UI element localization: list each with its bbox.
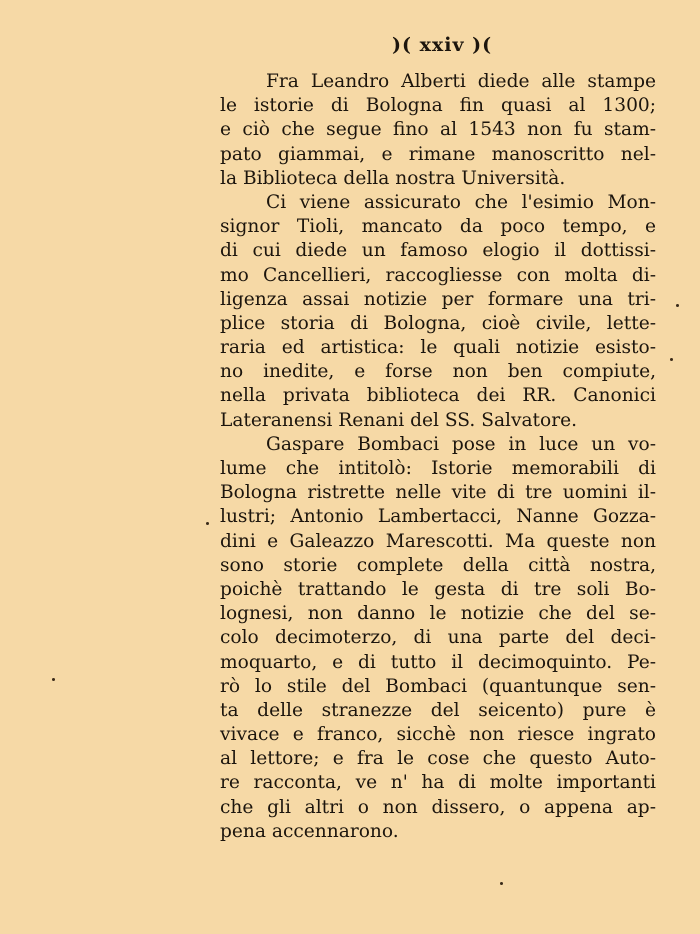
text-line: re racconta, ve n' ha di molte importanti bbox=[220, 772, 656, 794]
text-line: di cui diede un famoso elogio il dottissi- bbox=[220, 240, 656, 262]
text-line: la Biblioteca della nostra Università. bbox=[220, 167, 566, 189]
text-line: Ci viene assicurato che l'esimio Mon- bbox=[266, 191, 656, 213]
text-line: le istorie di Bologna fin quasi al 1300; bbox=[220, 95, 656, 117]
text-line: vivace e franco, sicchè non riesce ingrato bbox=[220, 724, 656, 746]
text-line: moquarto, e di tutto il decimoquinto. Pe- bbox=[220, 651, 656, 673]
text-line: che gli altri o non dissero, o appena ap- bbox=[220, 796, 656, 818]
text-line: lognesi, non danno le notizie che del se- bbox=[220, 603, 656, 625]
text-line: raria ed artistica: le quali notizie esisto- bbox=[220, 337, 656, 359]
text-line: Gaspare Bombaci pose in luce un vo- bbox=[266, 433, 656, 455]
text-line: pena accennarono. bbox=[220, 820, 399, 842]
text-line: signor Tioli, mancato da poco tempo, e bbox=[220, 216, 656, 238]
text-line: no inedite, e forse non ben compiute, bbox=[220, 361, 656, 383]
text-line: Bologna ristrette nelle vite di tre uomini il- bbox=[220, 482, 656, 504]
text-line: e ciò che segue fino al 1543 non fu stam- bbox=[220, 119, 656, 141]
text-line: dini e Galeazzo Marescotti. Ma queste non bbox=[220, 530, 656, 552]
text-line: Fra Leandro Alberti diede alle stampe bbox=[266, 71, 656, 92]
text-line: poichè trattando le gesta di tre soli Bo- bbox=[220, 578, 656, 600]
text-line: mo Cancellieri, raccogliesse con molta di- bbox=[220, 264, 656, 286]
text-line: ta delle stranezze del seicento) pure è bbox=[220, 699, 656, 721]
text-line: lume che intitolò: Istorie memorabili di bbox=[220, 458, 656, 479]
paper-speck bbox=[676, 304, 679, 307]
text-line: pato giammai, e rimane manoscritto nel- bbox=[220, 143, 656, 165]
text-line: colo decimoterzo, di una parte del deci- bbox=[220, 627, 656, 649]
paper-speck bbox=[52, 678, 55, 681]
paper-speck bbox=[206, 522, 209, 525]
text-line: ligenza assai notizie per formare una tri- bbox=[220, 288, 656, 310]
text-line: al lettore; e fra le cose che questo Auto- bbox=[220, 748, 656, 770]
paper-speck bbox=[670, 358, 673, 361]
body-text bbox=[220, 70, 656, 844]
text-line: sono storie complete della città nostra, bbox=[220, 554, 656, 576]
text-line: plice storia di Bologna, cioè civile, lette- bbox=[220, 312, 656, 334]
text-line: lustri; Antonio Lambertacci, Nanne Gozza- bbox=[220, 506, 656, 528]
page-header-number: )( xxiv )( bbox=[392, 34, 493, 56]
paper-speck bbox=[500, 882, 503, 885]
text-line: nella privata biblioteca dei RR. Canonici bbox=[220, 385, 656, 407]
text-line: rò lo stile del Bombaci (quantunque sen- bbox=[220, 675, 656, 697]
text-line: Lateranensi Renani del SS. Salvatore. bbox=[220, 409, 578, 431]
